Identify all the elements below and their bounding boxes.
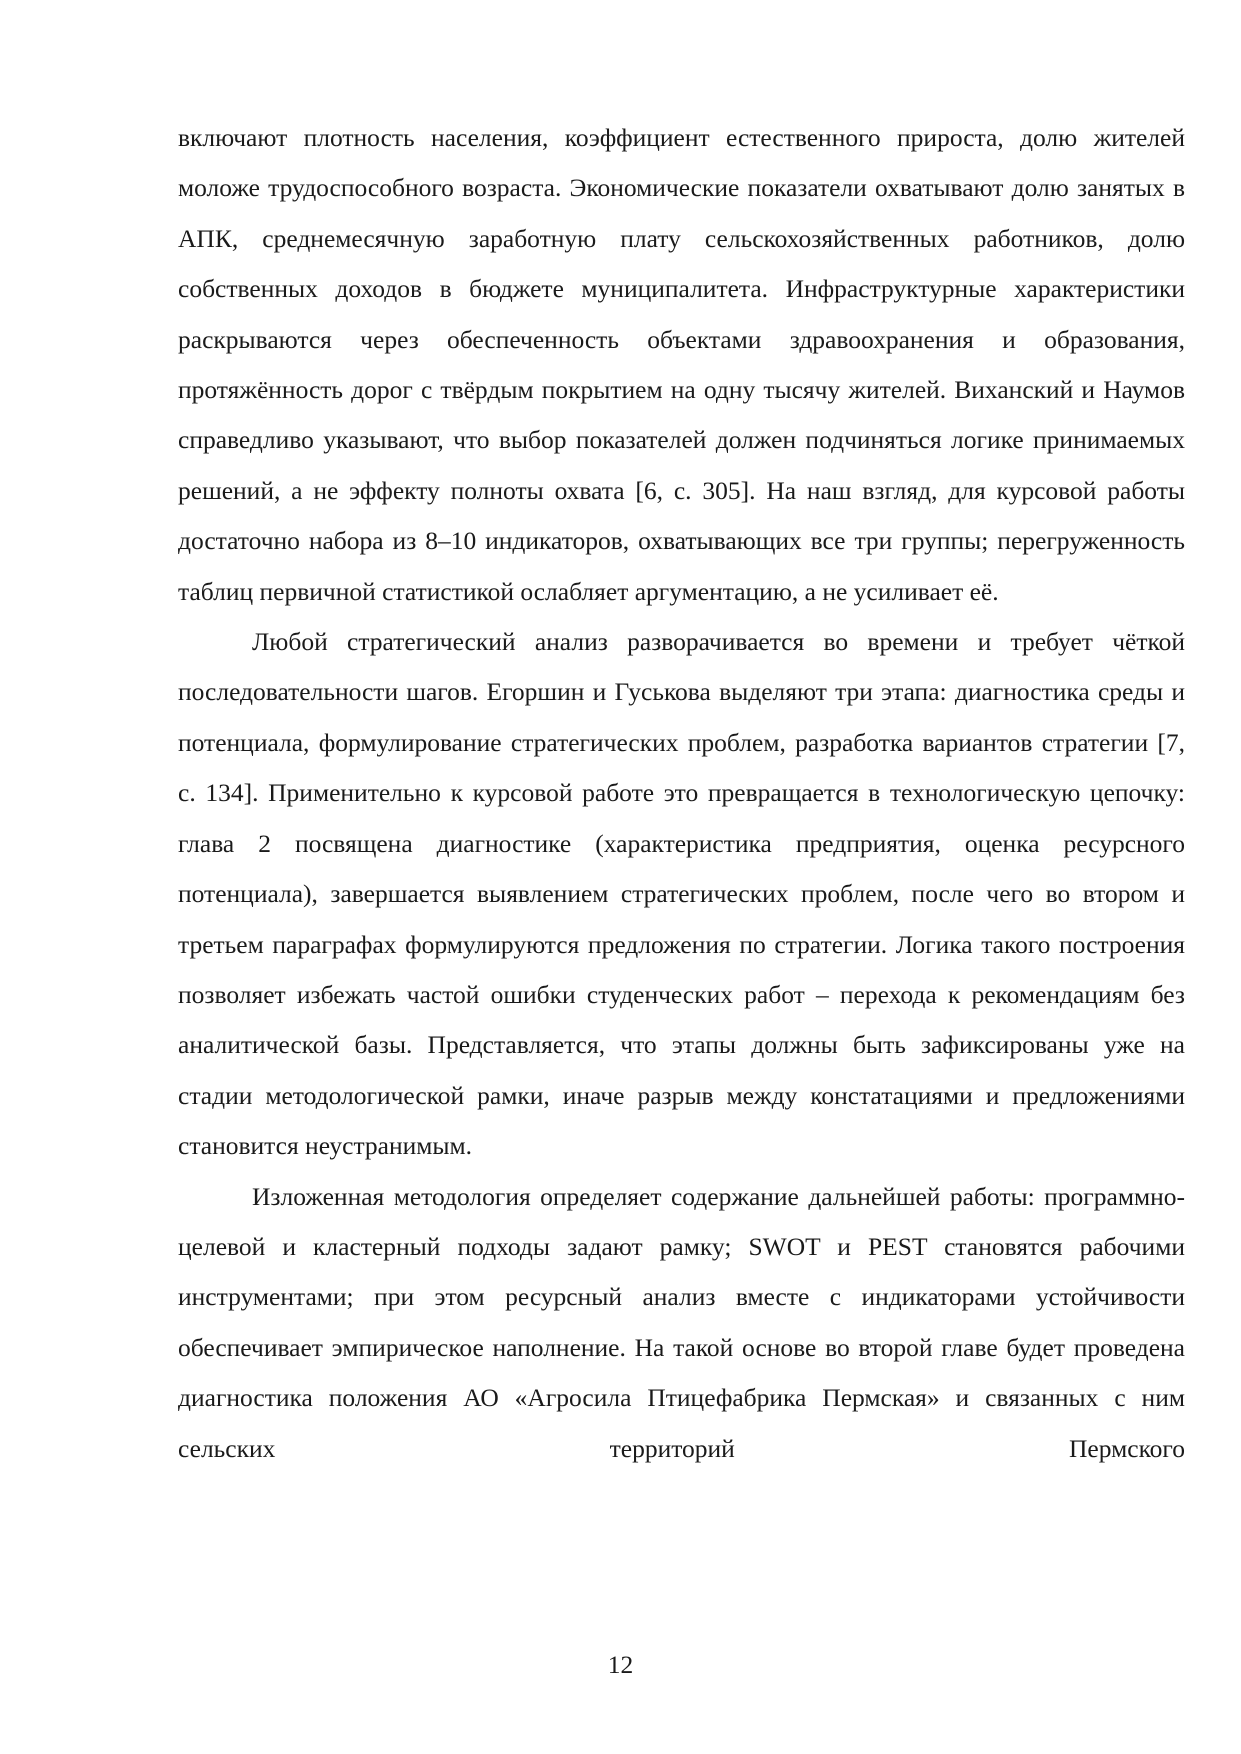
body-text <box>178 113 1185 1474</box>
paragraph-methodology-summary: Изложенная методология определяет содержание дальнейшей работы: программно-целевой и кластерный подходы задают рамку; SWOT и PEST становятся рабочими инструментами; при этом ресурсный анализ вместе с индикаторами устойчивости обеспечивает эмпирическое наполнение. На такой основе во второй главе будет проведена диагностика положения АО «Агросила Птицефабрика Пермская» и связанных с ним сельских территорий Пермского <box>178 1181 1185 1463</box>
page-number: 12 <box>607 1650 634 1679</box>
paragraph-strategic-analysis-stages: Любой стратегический анализ разворачивается во времени и требует чёткой последовательности шагов. Егоршин и Гуськова выделяют три этапа: диагностика среды и потенциала, формулирование стратегических проблем, разработка вариантов стратегии [7, с. 134]. Применительно к курсовой работе это превращается в технологическую цепочку: глава 2 посвящена диагностике (характеристика предприятия, оценка ресурсного потенциала), завершается выявлением стратегических проблем, после чего во втором и третьем параграфах формулируются предложения по стратегии. Логика такого построения позволяет избежать частой ошибки студенческих работ – перехода к рекомендациям без аналитической базы. Представляется, что этапы должны быть зафиксированы уже на стадии методологической рамки, иначе разрыв между констатациями и предложениями становится неустранимым. <box>178 627 1185 1161</box>
paragraph-continuation: включают плотность населения, коэффициент естественного прироста, долю жителей моложе трудоспособного возраста. Экономические показатели охватывают долю занятых в АПК, среднемесячную заработную плату сельскохозяйственных работников, долю собственных доходов в бюджете муниципалитета. Инфраструктурные характеристики раскрываются через обеспеченность объектами здравоохранения и образования, протяжённость дорог с твёрдым покрытием на одну тысячу жителей. Виханский и Наумов справедливо указывают, что выбор показателей должен подчиняться логике принимаемых решений, а не эффекту полноты охвата [6, с. 305]. На наш взгляд, для курсовой работы достаточно набора из 8–10 индикаторов, охватывающих все три группы; перегруженность таблиц первичной статистикой ослабляет аргументацию, а не усиливает её. <box>178 123 1185 606</box>
